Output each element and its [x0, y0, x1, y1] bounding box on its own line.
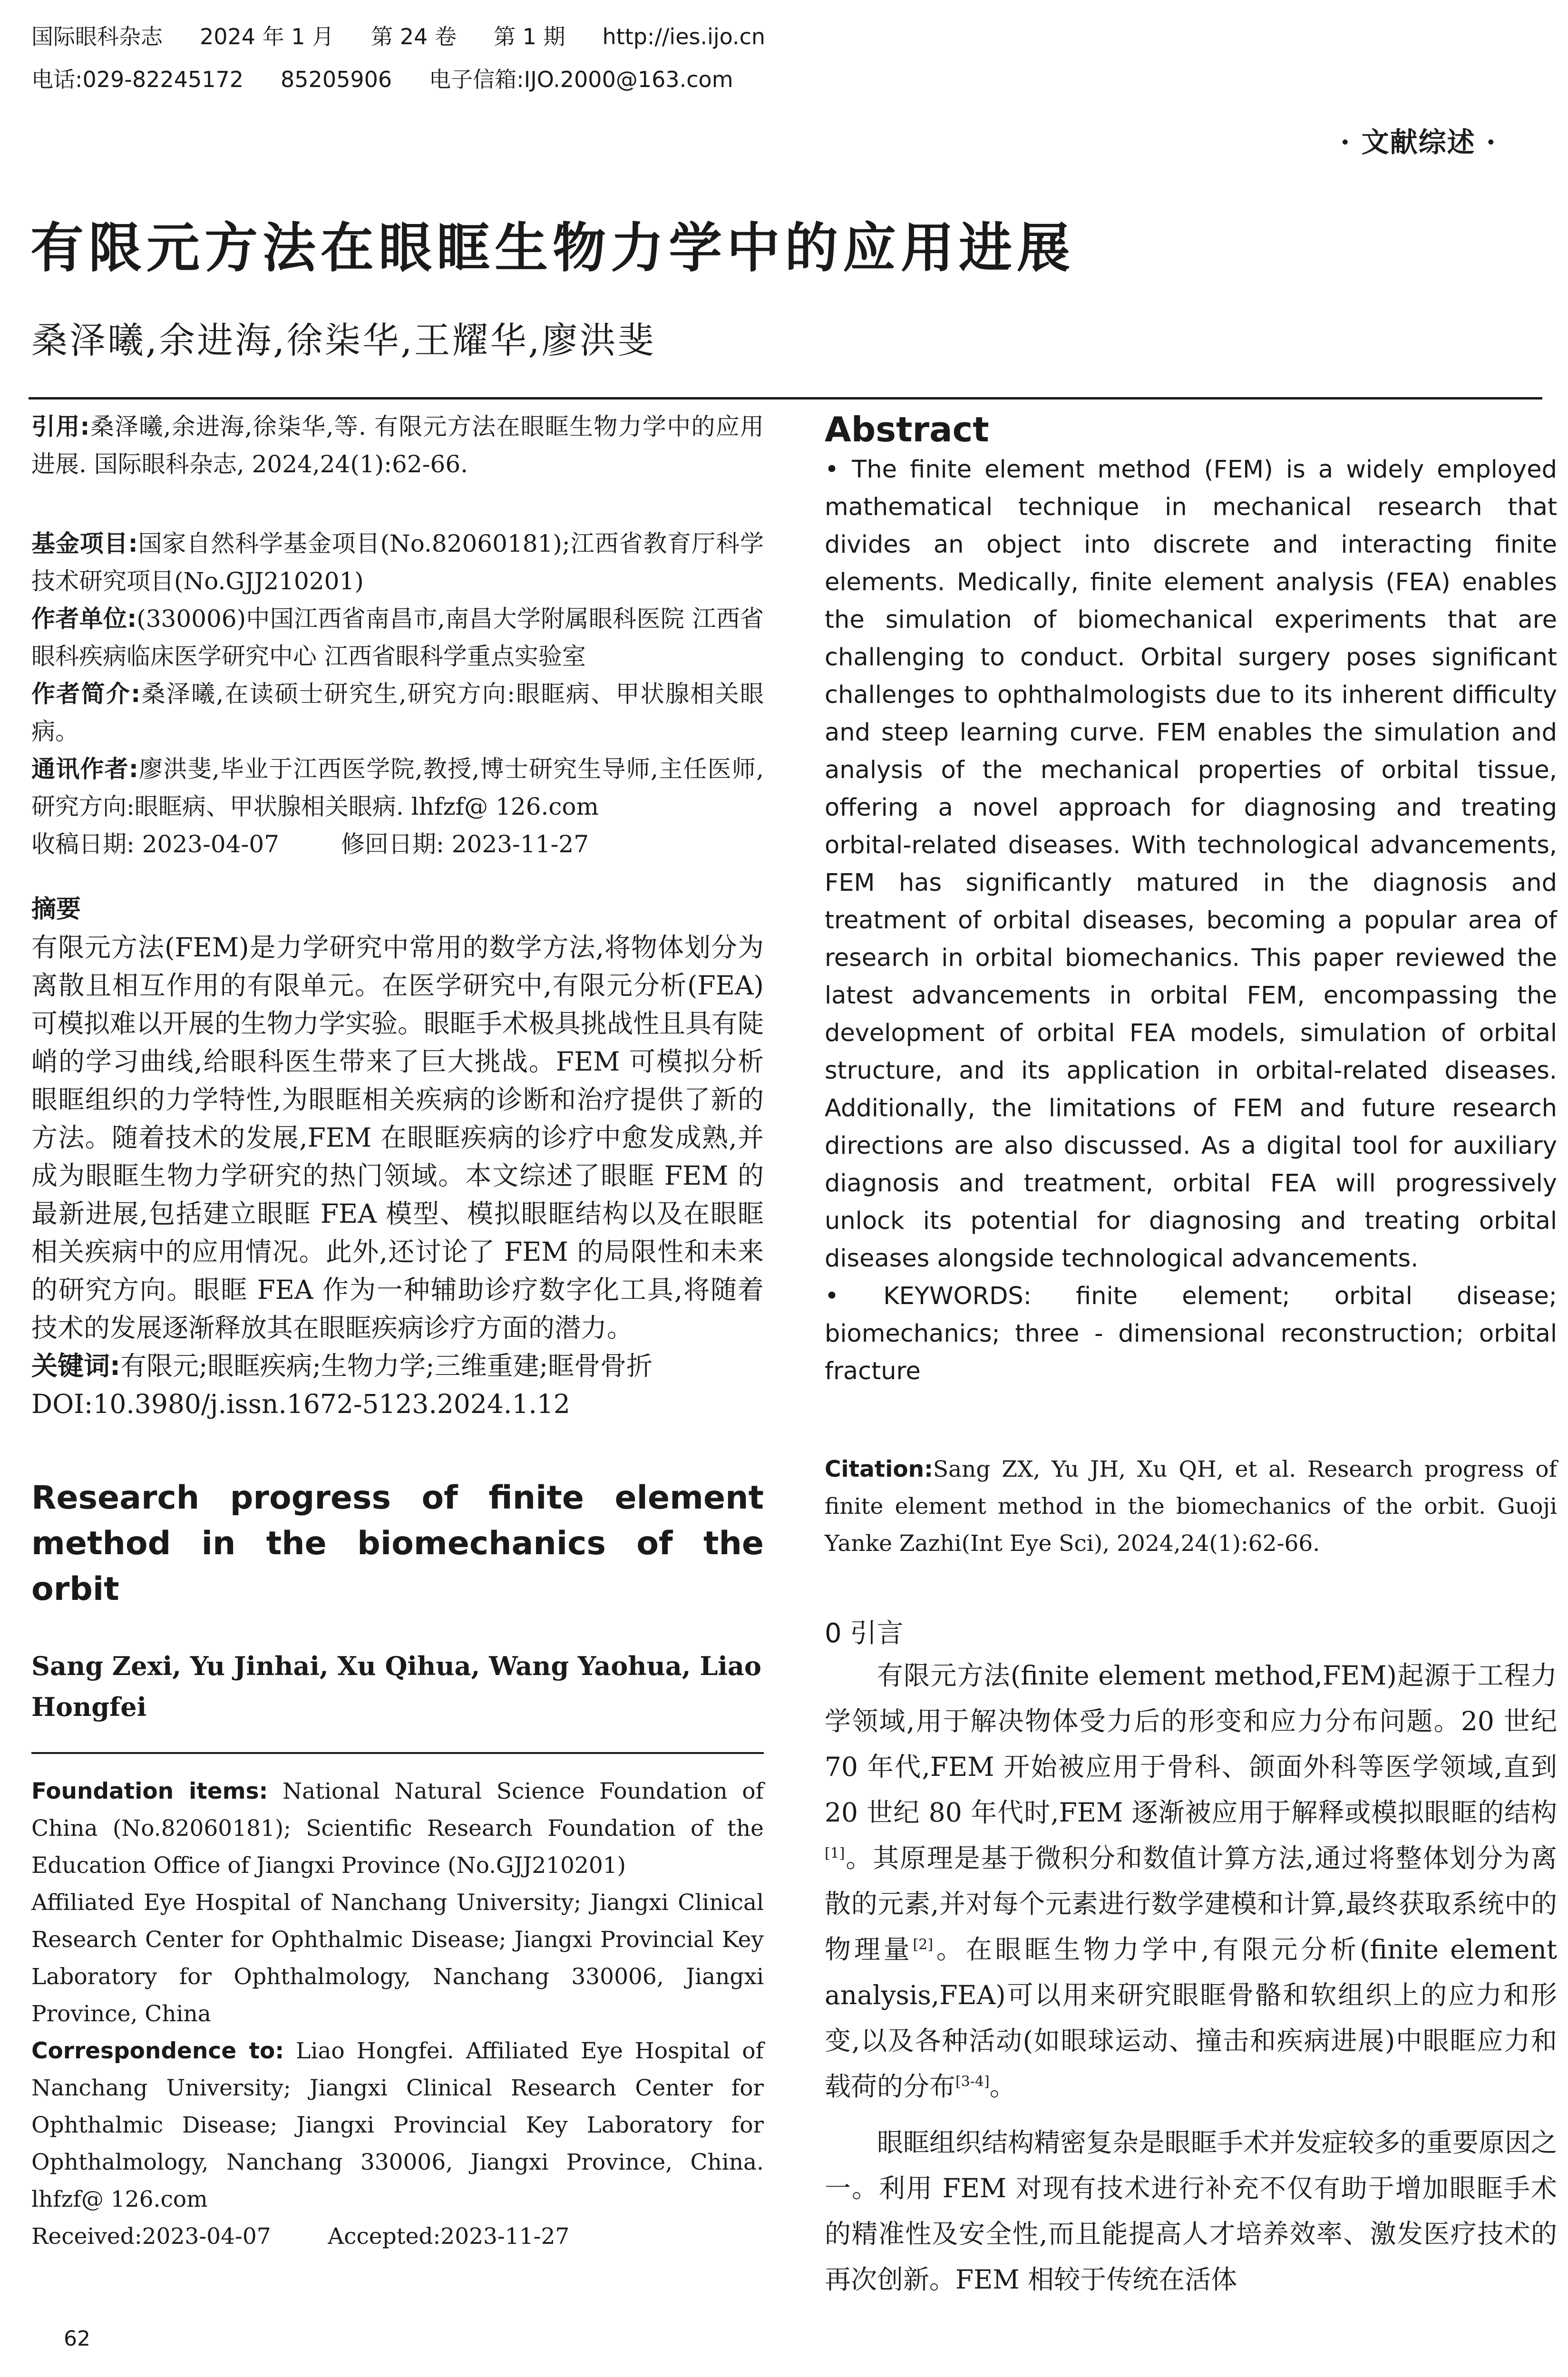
english-title: Research progress of finite element method in the biomechanics of the orbit	[31, 1479, 764, 1608]
reference-2[interactable]: [2]	[913, 1936, 934, 1953]
cn-abstract-text: 有限元方法(FEM)是力学研究中常用的数学方法,将物体划分为离散且相互作用的有限单元。在医学研究中,有限元分析(FEA)可模拟难以开展的生物力学实验。眼眶手术极具挑战性且具有陡峭的学习曲线,给眼科医生带来了巨大挑战。FEM 可模拟分析眼眶组织的力学特性,为眼眶相关疾病的诊断和治疗提供了新的方法。随着技术的发展,FEM 在眼眶疾病的诊疗中愈发成熟,并成为眼眶生物力学研究的热门领域。本文综述了眼眶 FEM 的最新进展,包括建立眼眶 FEA 模型、模拟眼眶结构以及在眼眶相关疾病中的应用情况。此外,还讨论了 FEM 的局限性和未来的研究方向。眼眶 FEA 作为一种辅助诊疗数字化工具,将随着技术的发展逐渐释放其在眼眶疾病诊疗方面的潜力。	[31, 932, 764, 1343]
volume: 第 24 卷	[371, 24, 457, 49]
author-unit	[31, 600, 764, 675]
article-title: 有限元方法在眼眶生物力学中的应用进展	[30, 217, 1075, 279]
intro-p1-part-a: 有限元方法(finite element method,FEM)起源于工程力学领域,用于解决物体受力后的形变和应力分布问题。20 世纪 70 年代,FEM 开始被应用于骨科、颌面外科等医学领域,直到 20 世纪 80 年代时,FEM 逐渐被应用于解释或模拟眼眶的结构	[825, 1660, 1557, 1828]
received-en: Received:2023-04-07	[31, 2223, 271, 2250]
issue: 第 1 期	[493, 24, 565, 49]
doi[interactable]: DOI:10.3980/j.issn.1672-5123.2024.1.12	[31, 1389, 570, 1419]
english-abstract-text: • The finite element method (FEM) is a widely employed mathematical technique in mechanical research that divides an object into discrete and interacting finite elements. Medically, finite element analysis (FEA) enables the simulation of biomechanical experiments that are challenging to conduct. Orbital surgery poses significant challenges to ophthalmologists due to its inherent difficulty and steep learning curve. FEM enables the simulation and analysis of the mechanical properties of orbital tissue, offering a novel approach for diagnosing and treating orbital-related diseases. With technological advancements, FEM has significantly matured in the diagnosis and treatment of orbital diseases, becoming a popular area of research in orbital biomechanics. This paper reviewed the latest advancements in orbital FEM, encompassing the development of orbital FEA models, simulation of orbital structure, and its application in orbital-related diseases. Additionally, the limitations of FEM and future research directions are also discussed. As a digital tool for auxiliary diagnosis and treatment, orbital FEA will progressively unlock its potential for diagnosing and treating orbital diseases alongside technological advancements.	[825, 456, 1557, 1273]
running-header-line-1	[31, 22, 802, 51]
english-dates	[31, 2218, 764, 2255]
foundation-text: National Natural Science Foundation of China (No.82060181); Scientific Research Foundation of the Education Office of Jiangxi Province (No.GJJ210201)	[31, 1778, 764, 1879]
journal-url[interactable]: http://ies.ijo.cn	[602, 24, 766, 49]
phone-1: 电话:029-82245172	[31, 67, 244, 92]
english-abstract-heading: Abstract	[825, 409, 989, 449]
intro-paragraph-2: 眼眶组织结构精密复杂是眼眶手术并发症较多的重要原因之一。利用 FEM 对现有技术进行补充不仅有助于增加眼眶手术的精准性及安全性,而且能提高人才培养效率、激发医疗技术的再次创新。FEM 相较于传统在活体	[825, 2127, 1558, 2295]
foundation-items	[31, 1773, 764, 1884]
corresponding-author	[31, 750, 764, 826]
intro-p1-part-c: 。在眼眶生物力学中,有限元分析(finite element analysis,FEA)可以用来研究眼眶骨骼和软组织上的应力和形变,以及各种活动(如眼球运动、撞击和疾病进展)中眼眶应力和载荷的分布	[825, 1934, 1557, 2102]
intro-paragraph-1	[825, 1653, 1557, 2109]
corr-text: 廖洪斐,毕业于江西医学院,教授,博士研究生导师,主任医师,研究方向:眼眶病、甲状腺相关眼病. lhfzf@ 126.com	[31, 755, 764, 820]
author-bio	[31, 675, 764, 750]
foundation-label: Foundation items:	[31, 1778, 268, 1804]
english-citation	[825, 1451, 1557, 1562]
correspondence-text: Liao Hongfei. Affiliated Eye Hospital of Nanchang University; Jiangxi Clinical Research Center for Ophthalmic Disease; Jiangxi Provincial Key Laboratory for Ophthalmology, Nanchang 330006, Jiangxi Province, China. lhfzf@ 126.com	[31, 2038, 764, 2212]
cn-keywords-label: 关键词:	[31, 1351, 120, 1381]
section-tag: · 文献综述 ·	[1340, 126, 1497, 158]
introduction-heading: 0 引言	[825, 1618, 904, 1649]
english-meta-divider	[31, 1752, 764, 1754]
phone-2: 85205906	[281, 67, 392, 92]
cn-dates	[31, 826, 764, 863]
intro-p1-part-b: 。其原理是基于微积分和数值计算方法,通过将整体划分为离散的元素,并对每个元素进行数学建模和计算,最终获取系统中的物理量	[825, 1843, 1557, 1965]
revised-date: 修回日期: 2023-11-27	[341, 830, 589, 858]
title-divider	[29, 397, 1542, 399]
issue-date: 2024 年 1 月	[200, 24, 334, 49]
bio-label: 作者简介:	[31, 680, 141, 708]
received-date: 收稿日期: 2023-04-07	[31, 830, 280, 858]
page-number: 62	[64, 2327, 90, 2351]
fund-text: 国家自然科学基金项目(No.82060181);江西省教育厅科学技术研究项目(No.GJJ210201)	[31, 530, 764, 595]
cn-abstract-heading: 摘要	[31, 895, 81, 924]
corr-label: 通讯作者:	[31, 755, 138, 783]
english-keywords: • KEYWORDS: finite element; orbital disease; biomechanics; three - dimensional reconstruction; orbital fracture	[825, 1282, 1557, 1385]
unit-label: 作者单位:	[31, 605, 137, 633]
author-list: 桑泽曦,余进海,徐柒华,王耀华,廖洪斐	[31, 319, 656, 361]
bio-text: 桑泽曦,在读硕士研究生,研究方向:眼眶病、甲状腺相关眼病。	[31, 680, 764, 745]
contact-email: 电子信箱:IJO.2000@163.com	[429, 67, 733, 92]
correspondence	[31, 2033, 764, 2218]
unit-text: (330006)中国江西省南昌市,南昌大学附属眼科医院 江西省眼科疾病临床医学研究中心 江西省眼科学重点实验室	[31, 605, 764, 670]
correspondence-label: Correspondence to:	[31, 2038, 284, 2064]
english-authors: Sang Zexi, Yu Jinhai, Xu Qihua, Wang Yaohua, Liao Hongfei	[31, 1651, 761, 1722]
right-column	[825, 408, 1557, 2302]
fund-label: 基金项目:	[31, 530, 138, 557]
cn-citation-label: 引用:	[31, 413, 90, 440]
running-header-line-2	[31, 65, 770, 94]
left-column	[31, 408, 764, 2255]
english-citation-text: Sang ZX, Yu JH, Xu QH, et al. Research progress of finite element method in the biomechanics of the orbit. Guoji Yanke Zazhi(Int Eye Sci), 2024,24(1):62-66.	[825, 1456, 1557, 1557]
fund-info	[31, 525, 764, 600]
affiliation: Affiliated Eye Hospital of Nanchang University; Jiangxi Clinical Research Center for Ophthalmic Disease; Jiangxi Provincial Key Laboratory for Ophthalmology, Nanchang 330006, Jiangxi Province, China	[31, 1890, 764, 2027]
cn-citation-text: 桑泽曦,余进海,徐柒华,等. 有限元方法在眼眶生物力学中的应用进展. 国际眼科杂志, 2024,24(1):62-66.	[31, 413, 764, 478]
accepted-en: Accepted:2023-11-27	[328, 2223, 570, 2250]
cn-citation	[31, 408, 764, 483]
journal-name: 国际眼科杂志	[31, 24, 163, 49]
cn-keywords-text: 有限元;眼眶疾病;生物力学;三维重建;眶骨骨折	[120, 1351, 653, 1381]
english-citation-label: Citation:	[825, 1456, 933, 1482]
reference-1[interactable]: [1]	[825, 1845, 845, 1862]
intro-p1-part-d: 。	[989, 2071, 1016, 2102]
cn-keywords	[31, 1347, 764, 1385]
reference-3-4[interactable]: [3-4]	[955, 2073, 990, 2090]
